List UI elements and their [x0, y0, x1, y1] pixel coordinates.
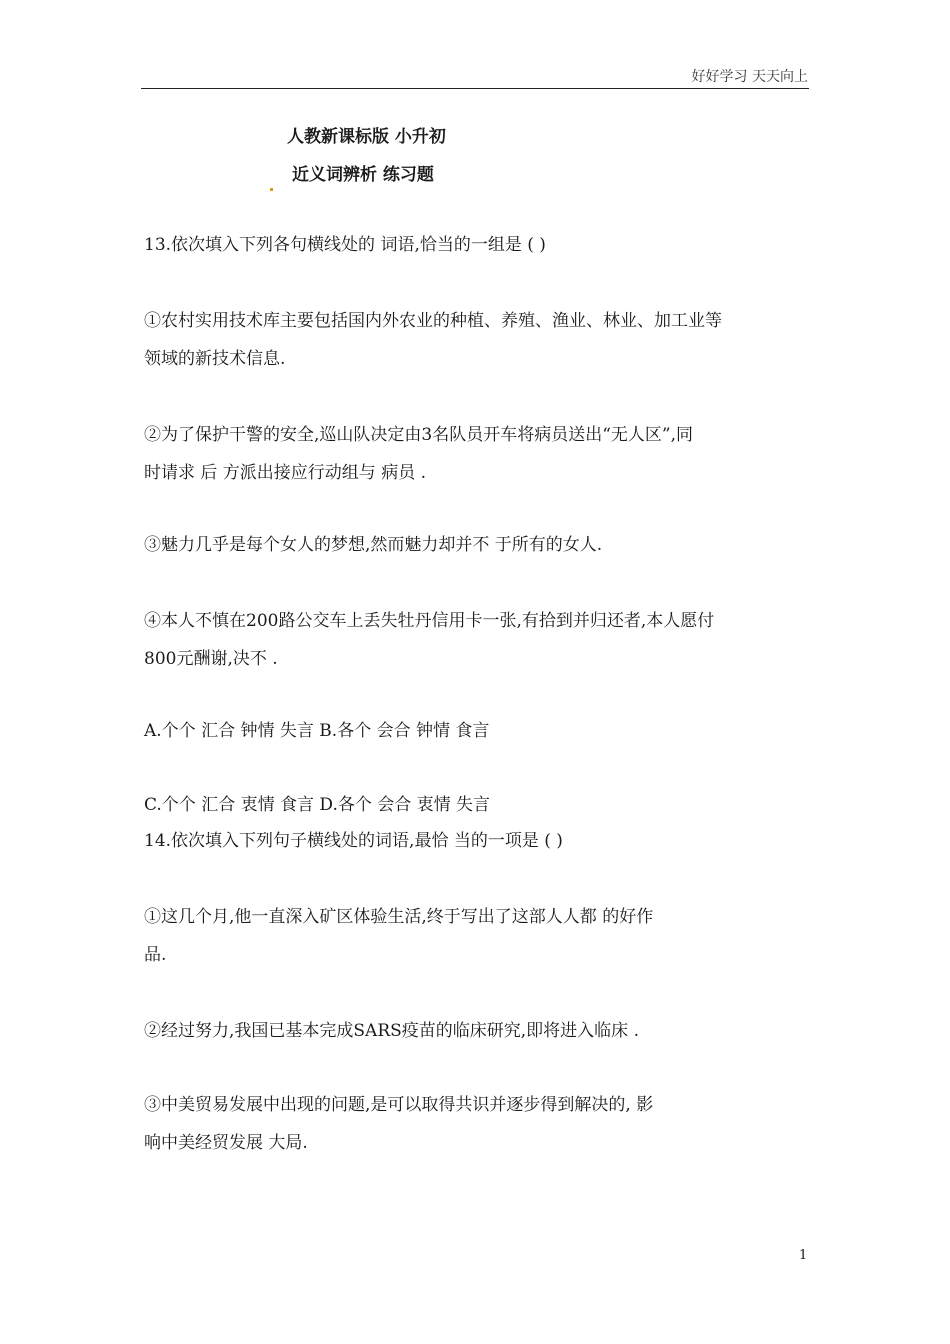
doc-title-line1: 人教新课标版 小升初	[287, 127, 446, 147]
q14-stem: 14.依次填入下列句子横线处的词语,最恰 当的一项是 ( )	[144, 831, 563, 851]
emphasis-dot	[269, 176, 274, 195]
q13-stem: 13.依次填入下列各句横线处的 词语,恰当的一组是 ( )	[144, 235, 546, 255]
q13-sentence2-line2: 时请求 后 方派出接应行动组与 病员 .	[144, 463, 427, 483]
doc-title-line2: 近义词辨析 练习题	[292, 165, 434, 185]
q13-options-cd: C.个个 汇合 衷情 食言 D.各个 会合 衷情 失言	[144, 795, 491, 815]
q14-sentence2: ②经过努力,我国已基本完成SARS疫苗的临床研究,即将进入临床 .	[144, 1021, 639, 1041]
header-motto: 好好学习 天天向上	[691, 69, 808, 85]
page-number: 1	[799, 1248, 808, 1263]
header-rule	[141, 88, 809, 89]
q14-sentence3-line2: 响中美经贸发展 大局.	[144, 1133, 308, 1153]
q13-sentence1-line2: 领域的新技术信息.	[144, 349, 286, 369]
q13-sentence4-line1: ④本人不慎在200路公交车上丢失牡丹信用卡一张,有拾到并归还者,本人愿付	[144, 611, 715, 631]
q14-sentence3-line1: ③中美贸易发展中出现的问题,是可以取得共识并逐步得到解决的, 影	[144, 1095, 654, 1115]
q14-sentence1-line2: 品.	[144, 945, 167, 965]
q13-sentence3: ③魅力几乎是每个女人的梦想,然而魅力却并不 于所有的女人.	[144, 535, 603, 555]
q13-sentence2-line1: ②为了保护干警的安全,巡山队决定由3名队员开车将病员送出“无人区”,同	[144, 425, 694, 445]
q13-sentence4-line2: 800元酬谢,决不 .	[144, 649, 278, 669]
q14-sentence1-line1: ①这几个月,他一直深入矿区体验生活,终于写出了这部人人都 的好作	[144, 907, 654, 927]
q13-sentence1-line1: ①农村实用技术库主要包括国内外农业的种植、养殖、渔业、林业、加工业等	[144, 311, 722, 331]
q13-options-ab: A.个个 汇合 钟情 失言 B.各个 会合 钟情 食言	[144, 721, 490, 741]
